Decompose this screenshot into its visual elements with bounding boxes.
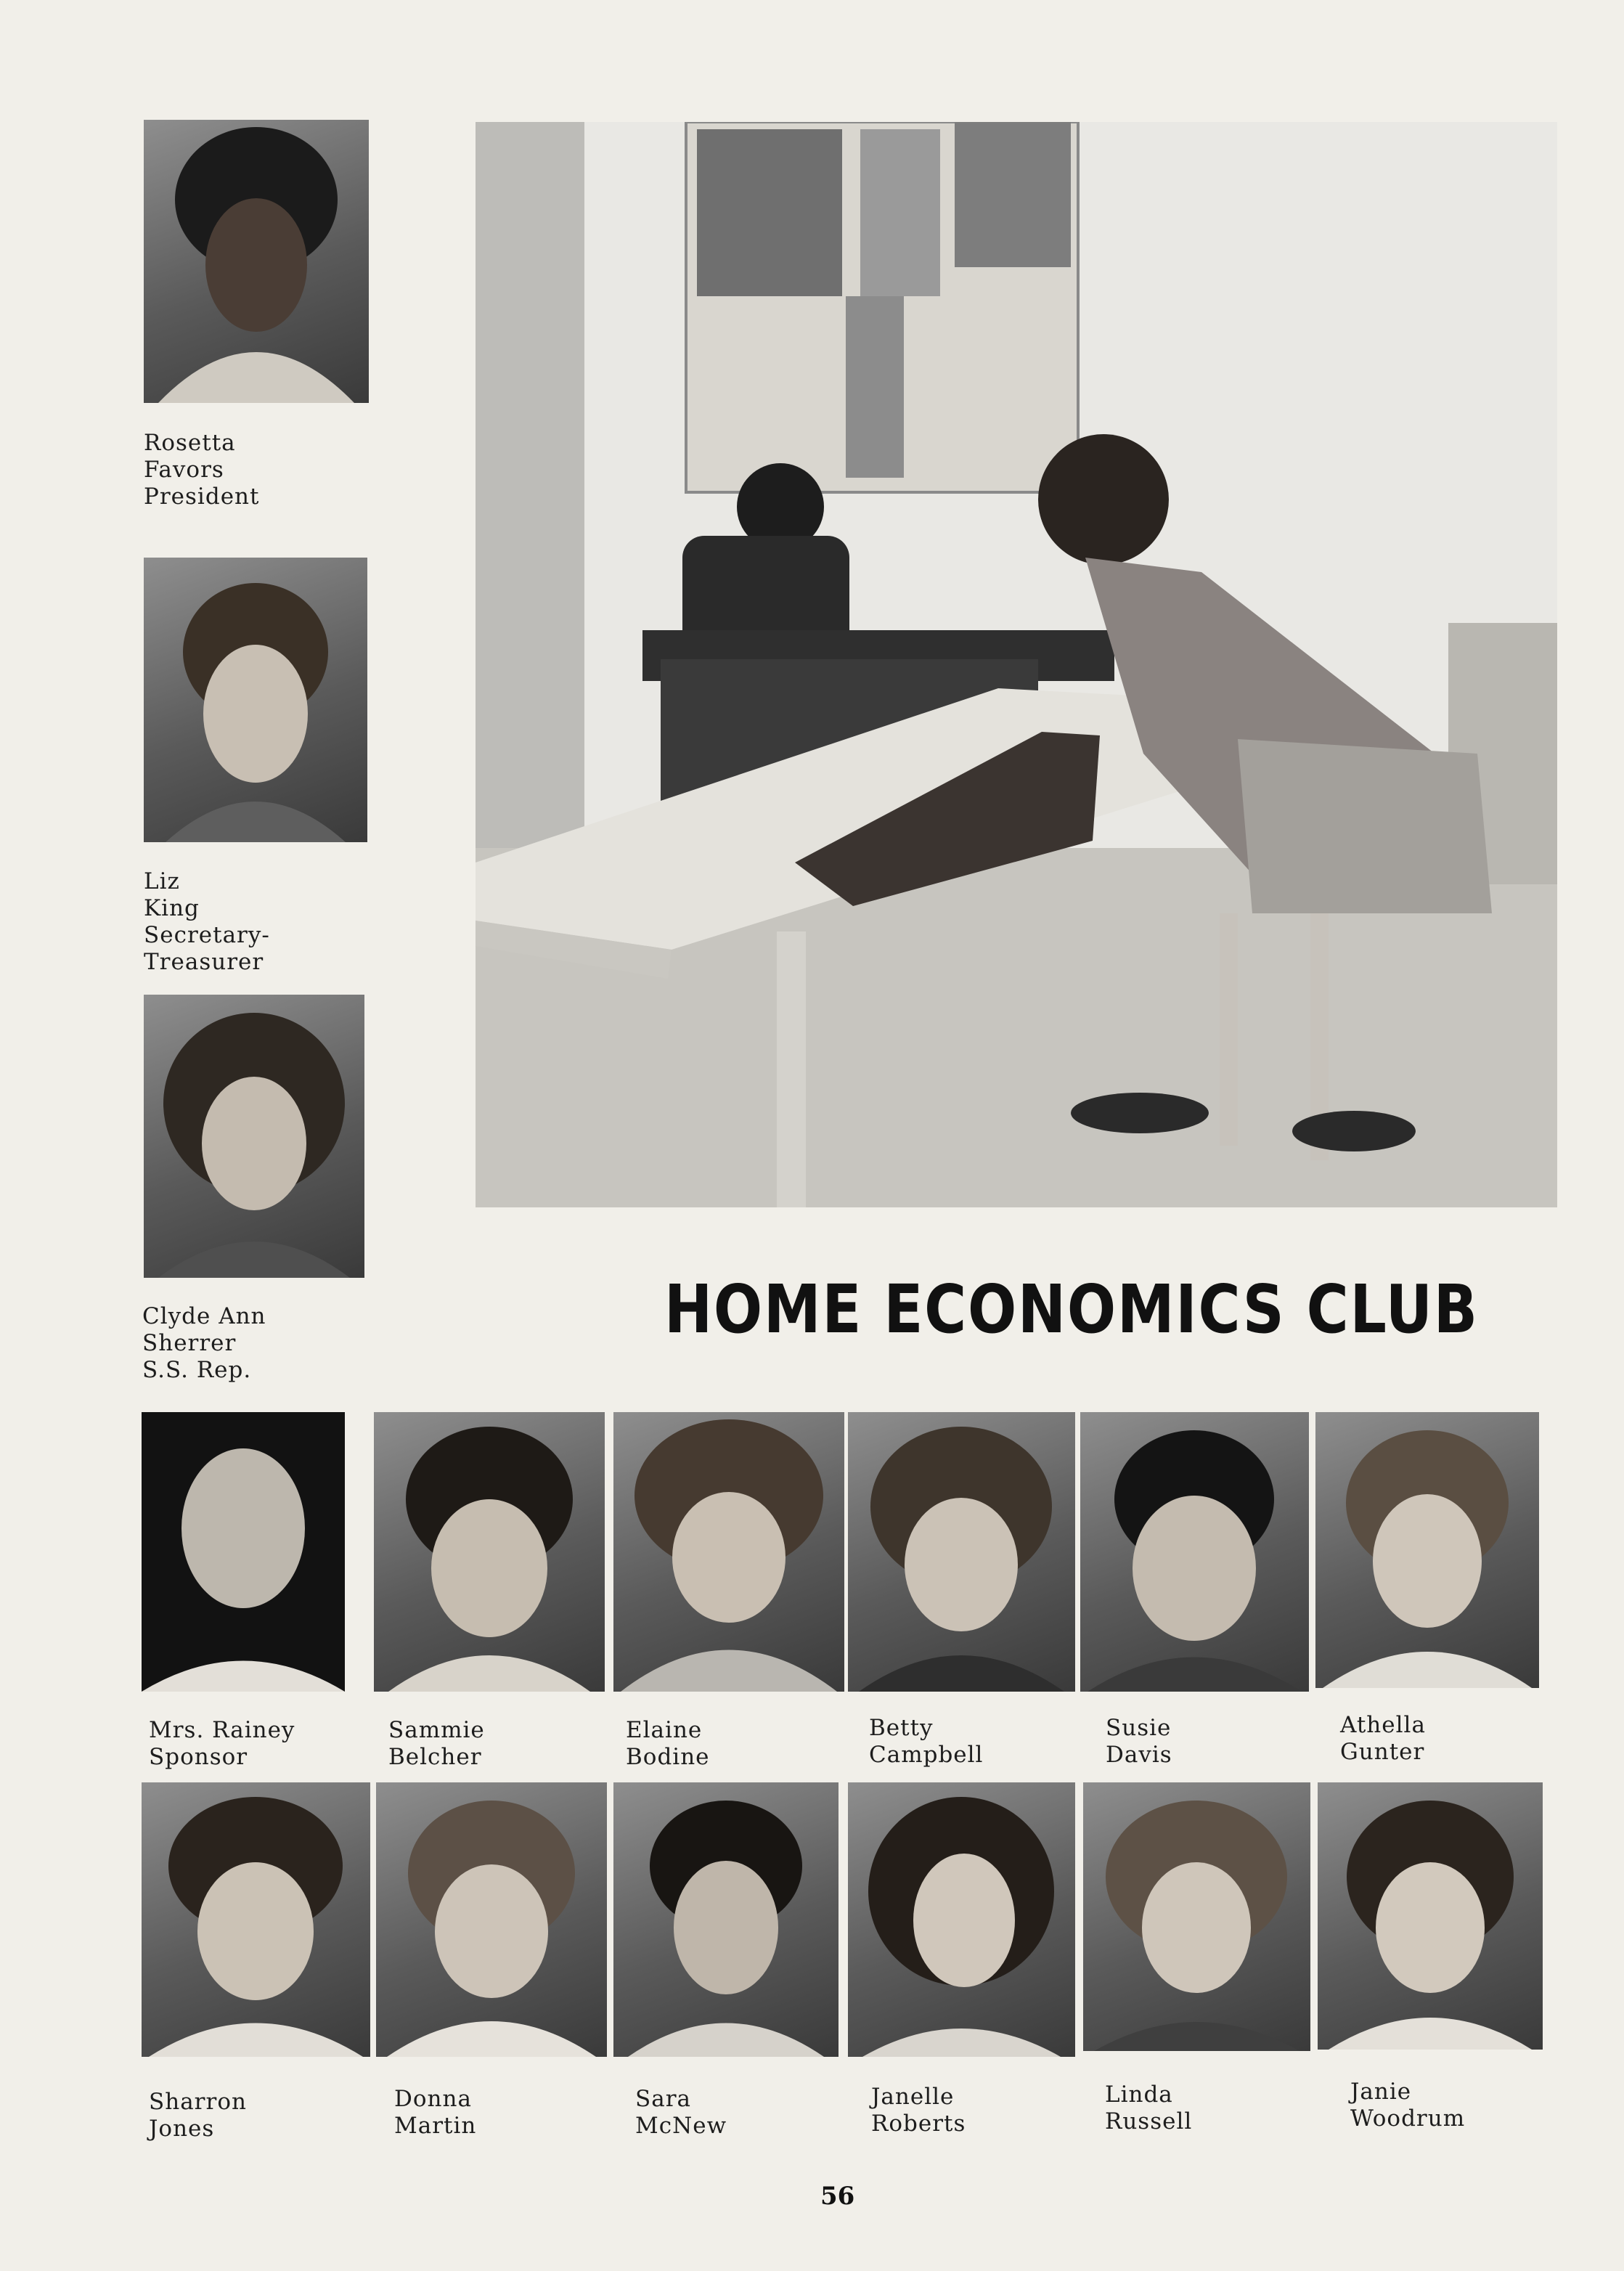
- member-name-line1: Donna: [394, 2086, 472, 2112]
- officer-first-name: Rosetta: [144, 430, 236, 456]
- member-name-line2: Gunter: [1340, 1739, 1425, 1765]
- member-caption-row2-1: [149, 2089, 247, 2142]
- member-photo-row1-5: [1080, 1412, 1309, 1692]
- officer-role-continued: Treasurer: [144, 949, 264, 975]
- member-caption-row2-3: [635, 2086, 727, 2140]
- member-photo-row2-1: [142, 1782, 370, 2057]
- member-name-line2: Roberts: [871, 2111, 966, 2137]
- member-name-line2: Martin: [394, 2113, 477, 2139]
- portrait-silhouette: [142, 1412, 345, 1692]
- member-photo-row1-6: [1315, 1412, 1539, 1688]
- member-caption-row1-3: [626, 1717, 710, 1771]
- portrait-silhouette: [374, 1412, 605, 1692]
- officer-caption-1: [144, 430, 259, 510]
- officer-role: S.S. Rep.: [142, 1357, 252, 1383]
- member-photo-row2-6: [1318, 1782, 1543, 2050]
- portrait-silhouette: [848, 1412, 1075, 1692]
- page-title: HOME ECONOMICS CLUB: [664, 1271, 1479, 1348]
- member-photo-row1-4: [848, 1412, 1075, 1692]
- portrait-silhouette: [142, 1782, 370, 2057]
- member-photo-row2-3: [613, 1782, 838, 2057]
- member-name-line1: Janelle: [871, 2084, 955, 2110]
- member-name-line1: Mrs. Rainey: [149, 1717, 295, 1743]
- officer-first-name: Clyde Ann: [142, 1303, 266, 1329]
- member-caption-row2-6: [1350, 2079, 1465, 2132]
- member-name-line1: Sara: [635, 2086, 692, 2112]
- portrait-silhouette: [613, 1782, 838, 2057]
- officer-photo-2: [144, 558, 367, 842]
- member-caption-row2-2: [394, 2086, 476, 2140]
- portrait-silhouette: [144, 558, 367, 842]
- member-caption-row1-1: [149, 1717, 295, 1771]
- member-name-line1: Linda: [1105, 2082, 1173, 2108]
- member-caption-row1-5: [1106, 1715, 1172, 1769]
- member-name-line2: Davis: [1106, 1742, 1172, 1768]
- member-photo-row2-2: [376, 1782, 607, 2057]
- officer-first-name: Liz: [144, 868, 180, 894]
- member-name-line1: Sharron: [149, 2089, 247, 2115]
- officer-last-name: Sherrer: [142, 1330, 237, 1356]
- member-caption-row1-6: [1340, 1712, 1426, 1766]
- member-name-line1: Susie: [1106, 1715, 1172, 1741]
- member-caption-row1-2: [388, 1717, 485, 1771]
- member-name-line2: McNew: [635, 2113, 727, 2139]
- member-caption-row2-4: [871, 2084, 966, 2137]
- member-name-line1: Betty: [869, 1715, 934, 1741]
- member-name-line2: Bodine: [626, 1744, 710, 1770]
- member-name-line2: Jones: [149, 2116, 215, 2142]
- member-photo-row1-3: [613, 1412, 844, 1692]
- member-name-line1: Elaine: [626, 1717, 703, 1743]
- officer-caption-2: [144, 868, 270, 976]
- portrait-silhouette: [1080, 1412, 1309, 1692]
- member-photo-row1-2: [374, 1412, 605, 1692]
- club-activity-photo: [476, 122, 1557, 1207]
- member-caption-row2-5: [1105, 2082, 1192, 2135]
- page-number: 56: [820, 2182, 855, 2211]
- officer-last-name: Favors: [144, 457, 224, 483]
- member-name-line2: Sponsor: [149, 1744, 248, 1770]
- officer-role: Secretary-: [144, 922, 270, 948]
- member-name-line2: Woodrum: [1350, 2105, 1466, 2132]
- member-photo-row2-5: [1083, 1782, 1310, 2051]
- officer-caption-3: [142, 1303, 266, 1384]
- member-name-line1: Janie: [1350, 2079, 1412, 2105]
- member-name-line1: Sammie: [388, 1717, 485, 1743]
- portrait-silhouette: [1318, 1782, 1543, 2050]
- officer-photo-3: [144, 995, 364, 1278]
- officer-role: President: [144, 484, 260, 510]
- member-photo-row1-1: [142, 1412, 345, 1692]
- member-name-line2: Russell: [1105, 2108, 1193, 2135]
- member-photo-row2-4: [848, 1782, 1075, 2057]
- officer-photo-1: [144, 120, 369, 403]
- sewing-room-scene: [476, 122, 1557, 1207]
- member-name-line2: Belcher: [388, 1744, 482, 1770]
- officer-last-name: King: [144, 895, 200, 921]
- portrait-silhouette: [376, 1782, 607, 2057]
- member-caption-row1-4: [869, 1715, 983, 1769]
- portrait-silhouette: [144, 995, 364, 1278]
- portrait-silhouette: [613, 1412, 844, 1692]
- member-name-line1: Athella: [1340, 1712, 1426, 1738]
- portrait-silhouette: [1315, 1412, 1539, 1688]
- portrait-silhouette: [1083, 1782, 1310, 2051]
- member-name-line2: Campbell: [869, 1742, 984, 1768]
- portrait-silhouette: [144, 120, 369, 403]
- portrait-silhouette: [848, 1782, 1075, 2057]
